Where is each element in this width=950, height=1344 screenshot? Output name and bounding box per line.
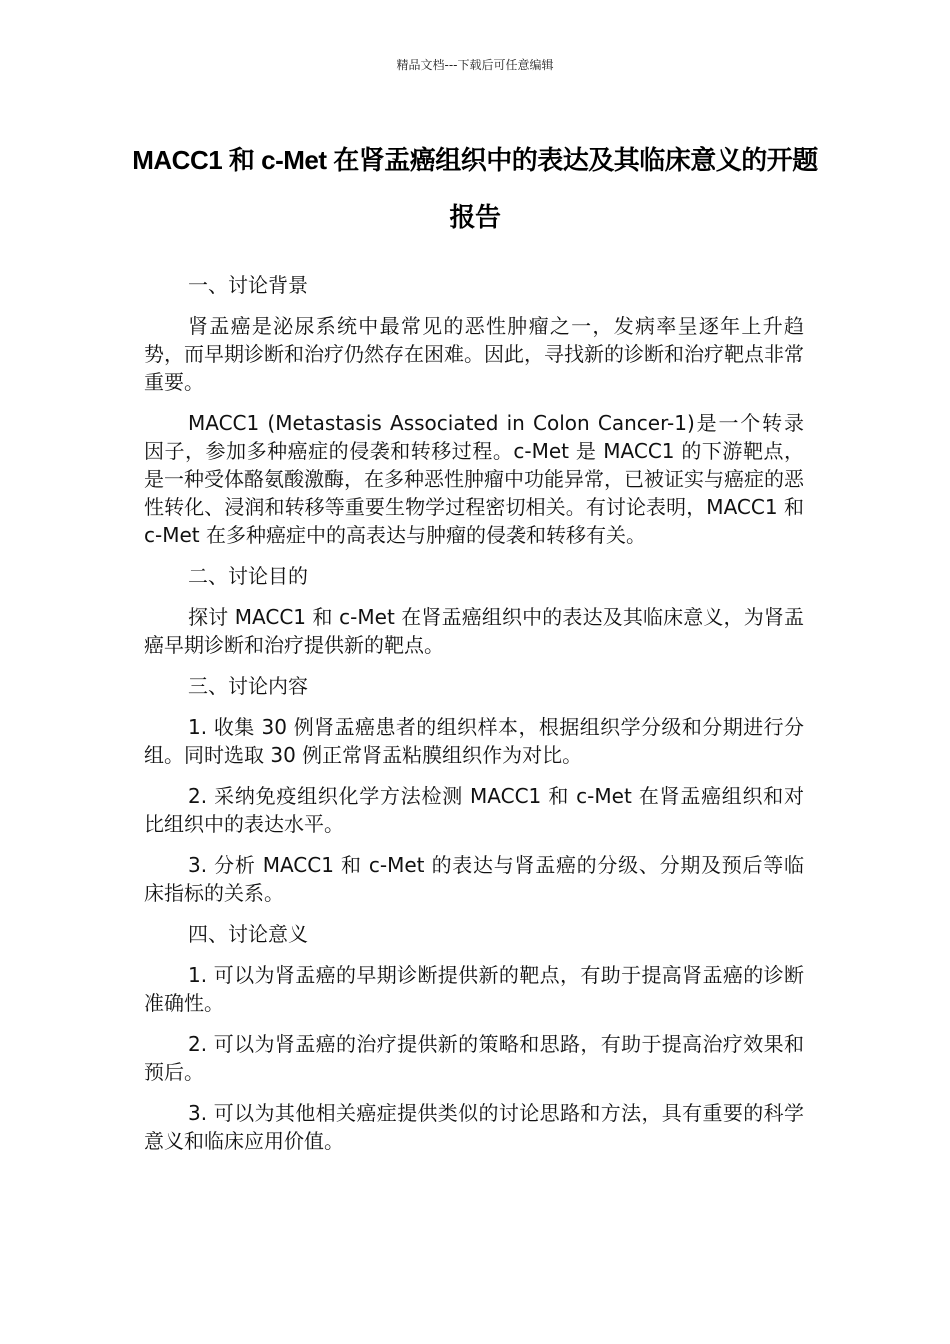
- body-paragraph: 2. 可以为肾盂癌的治疗提供新的策略和思路，有助于提高治疗效果和预后。: [144, 1032, 804, 1084]
- section-heading: 二、讨论目的: [188, 564, 308, 588]
- section-purpose: [144, 562, 804, 659]
- body-paragraph: 2. 采纳免疫组织化学方法检测 MACC1 和 c-Met 在肾盂癌组织和对比组织中的表达水平。: [144, 784, 804, 836]
- body-paragraph: 3. 分析 MACC1 和 c-Met 的表达与肾盂癌的分级、分期及预后等临床指标的关系。: [144, 853, 804, 905]
- body-paragraph: 肾盂癌是泌尿系统中最常见的恶性肿瘤之一，发病率呈逐年上升趋势，而早期诊断和治疗仍然存在困难。因此，寻找新的诊断和治疗靶点非常重要。: [144, 314, 804, 394]
- section-heading: 四、讨论意义: [188, 922, 308, 946]
- section-significance: [144, 920, 804, 1155]
- section-heading: 三、讨论内容: [188, 674, 308, 698]
- body-paragraph: 1. 可以为肾盂癌的早期诊断提供新的靶点，有助于提高肾盂癌的诊断准确性。: [144, 963, 804, 1015]
- page-header-watermark: 精品文档---下载后可任意编辑: [396, 58, 554, 72]
- body-paragraph: 3. 可以为其他相关癌症提供类似的讨论思路和方法，具有重要的科学意义和临床应用价值。: [144, 1101, 804, 1153]
- body-paragraph: 1. 收集 30 例肾盂癌患者的组织样本，根据组织学分级和分期进行分组。同时选取 30 例正常肾盂粘膜组织作为对比。: [144, 715, 804, 767]
- document-title: MACC1 和 c-Met 在肾盂癌组织中的表达及其临床意义的开题报告: [132, 145, 818, 232]
- section-background: [144, 271, 804, 549]
- section-content: [144, 672, 804, 907]
- document-body: [144, 271, 804, 1168]
- body-paragraph: MACC1 (Metastasis Associated in Colon Cancer-1)是一个转录因子，参加多种癌症的侵袭和转移过程。c-Met 是 MACC1 的下游靶点，是一种受体酪氨酸激酶，在多种恶性肿瘤中功能异常，已被证实与癌症的恶性转化、浸润和转移等重要生物学过程密切相关。有讨论表明，MACC1 和 c-Met 在多种癌症中的高表达与肿瘤的侵袭和转移有关。: [144, 411, 804, 547]
- body-paragraph: 探讨 MACC1 和 c-Met 在肾盂癌组织中的表达及其临床意义，为肾盂癌早期诊断和治疗提供新的靶点。: [144, 605, 804, 657]
- section-heading: 一、讨论背景: [188, 273, 308, 297]
